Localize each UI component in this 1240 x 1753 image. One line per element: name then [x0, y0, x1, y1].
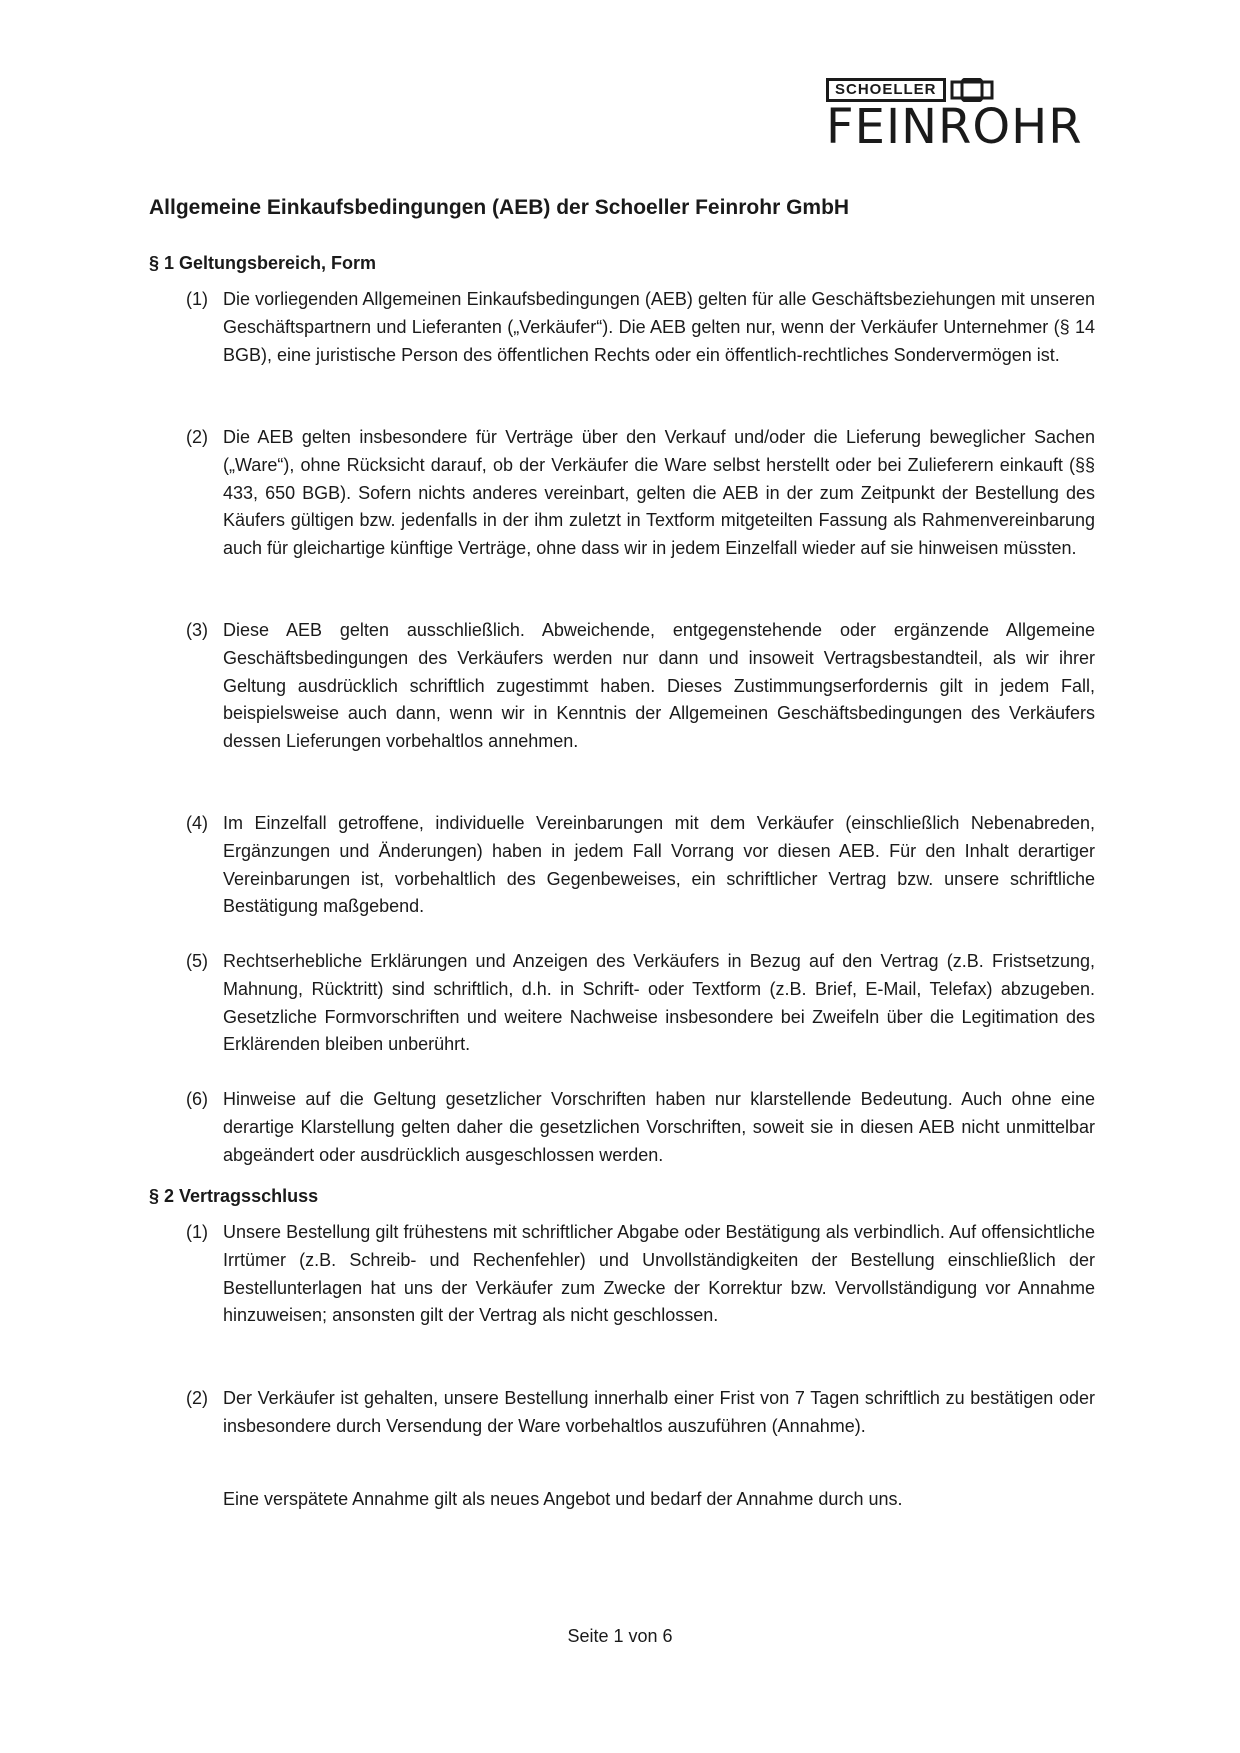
clause-number: (2) [186, 1388, 208, 1408]
document-title: Allgemeine Einkaufsbedingungen (AEB) der Schoeller Feinrohr GmbH [149, 196, 850, 219]
section-heading-1: § 1 Geltungsbereich, Form [149, 253, 377, 273]
clause-number: (2) [186, 427, 208, 447]
clause-text: Die AEB gelten insbesondere für Verträge über den Verkauf und/oder die Lieferung beweglicher Sachen („Ware“), ohne Rücksicht darauf, ob der Verkäufer die Ware selbst herstellt oder bei Zulieferern einkauft (§§ 433, 650 BGB). Sofern nichts anderes vereinbart, gelten die AEB in der zum Zeitpunkt der Bestellung des Käufers gültigen bzw. jedenfalls in der ihm zuletzt in Textform mitgeteilten Fassung als Rahmenvereinbarung auch für gleichartige künftige Verträge, ohne dass wir in jedem Einzelfall wieder auf sie hinweisen müssten. [223, 427, 1095, 559]
clause-2-2 [186, 1385, 1095, 1441]
clause-1-1 [186, 286, 1095, 369]
clause-number: (4) [186, 813, 208, 833]
clause-1-6 [186, 1086, 1095, 1169]
clause-2-1 [186, 1219, 1095, 1330]
clause-text: Unsere Bestellung gilt frühestens mit schriftlicher Abgabe oder Bestätigung als verbindlich. Auf offensichtliche Irrtümer (z.B. Schreib- und Rechenfehler) und Unvollständigkeiten der Bestellung einschließlich der Bestellunterlagen hat uns der Verkäufer zum Zwecke der Korrektur bzw. Vervollständigung vor Annahme hinzuweisen; ansonsten gilt der Vertrag als nicht geschlossen. [223, 1222, 1095, 1326]
section-heading-2: § 2 Vertragsschluss [149, 1186, 319, 1206]
clause-text: Diese AEB gelten ausschließlich. Abweichende, entgegenstehende oder ergänzende Allgemeine Geschäftsbedingungen des Verkäufers werden nur dann und insoweit Vertragsbestandteil, als wir ihrer Geltung ausdrücklich schriftlich zugestimmt haben. Dieses Zustimmungserfordernis gilt in jedem Fall, beispielsweise auch dann, wenn wir in Kenntnis der Allgemeinen Geschäftsbedingungen des Verkäufers dessen Lieferungen vorbehaltlos annehmen. [223, 620, 1095, 752]
clause-text: Die vorliegenden Allgemeinen Einkaufsbedingungen (AEB) gelten für alle Geschäftsbeziehungen mit unseren Geschäftspartnern und Lieferanten („Verkäufer“). Die AEB gelten nur, wenn der Verkäufer Unternehmer (§ 14 BGB), eine juristische Person des öffentlichen Rechts oder ein öffentlich-rechtliches Sondervermögen ist. [223, 289, 1095, 365]
clause-note: Eine verspätete Annahme gilt als neues Angebot und bedarf der Annahme durch uns. [223, 1489, 903, 1509]
clause-text: Hinweise auf die Geltung gesetzlicher Vorschriften haben nur klarstellende Bedeutung. Auch ohne eine derartige Klarstellung gelten daher die gesetzlichen Vorschriften, soweit sie in diesen AEB nicht unmittelbar abgeändert oder ausdrücklich ausgeschlossen werden. [223, 1089, 1095, 1165]
clause-number: (5) [186, 951, 208, 971]
clause-number: (1) [186, 1222, 208, 1242]
clause-1-4 [186, 810, 1095, 921]
clause-text: Rechtserhebliche Erklärungen und Anzeigen des Verkäufers in Bezug auf den Vertrag (z.B. Fristsetzung, Mahnung, Rücktritt) sind schriftlich, d.h. in Schrift- oder Textform (z.B. Brief, E-Mail, Telefax) abzugeben. Gesetzliche Formvorschriften und weitere Nachweise insbesondere bei Zweifeln über die Legitimation des Erklärenden bleiben unberührt. [223, 951, 1095, 1055]
clause-1-5 [186, 948, 1095, 1059]
clause-1-3 [186, 617, 1095, 756]
logo-big-text: FEINROHR [826, 99, 1083, 155]
logo-small-text: SCHOELLER [826, 78, 946, 102]
company-logo [826, 78, 1156, 155]
clause-text: Der Verkäufer ist gehalten, unsere Bestellung innerhalb einer Frist von 7 Tagen schriftlich zu bestätigen oder insbesondere durch Versendung der Ware vorbehaltlos auszuführen (Annahme). [223, 1388, 1095, 1436]
page-number: Seite 1 von 6 [567, 1626, 673, 1646]
clause-number: (3) [186, 620, 208, 640]
clause-number: (6) [186, 1089, 208, 1109]
clause-number: (1) [186, 289, 208, 309]
clause-text: Im Einzelfall getroffene, individuelle Vereinbarungen mit dem Verkäufer (einschließlich Nebenabreden, Ergänzungen und Änderungen) haben in jedem Fall Vorrang vor diesen AEB. Für den Inhalt derartiger Vereinbarungen ist, vorbehaltlich des Gegenbeweises, ein schriftlicher Vertrag bzw. unsere schriftliche Bestätigung maßgebend. [223, 813, 1095, 917]
clause-1-2 [186, 424, 1095, 563]
